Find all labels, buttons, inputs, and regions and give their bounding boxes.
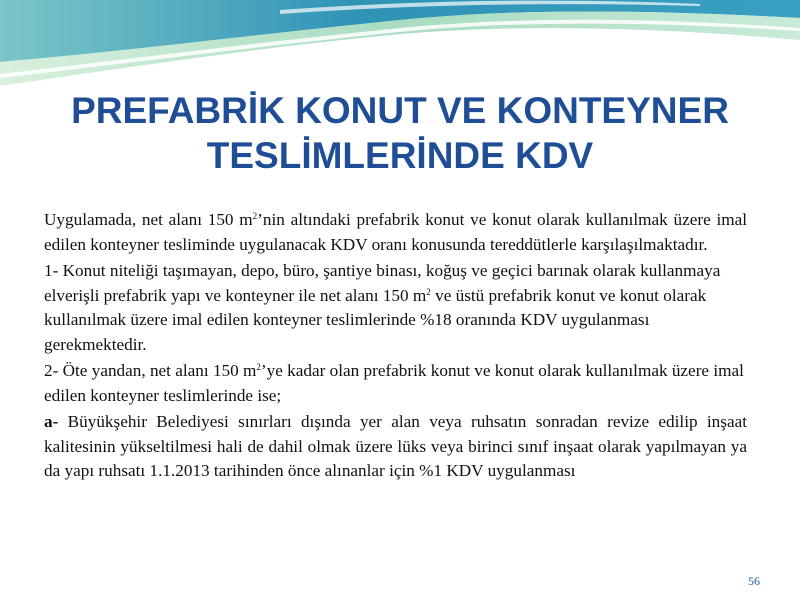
paragraph-item-1-text-b: ve üstü prefabrik konut ve konut olarak kullanılmak üzere imal edilen konteyner teslimlerinde %18 oranında KDV uygulanması gerekmektedir. bbox=[44, 285, 707, 354]
page-number: 56 bbox=[748, 574, 760, 588]
superscript-squared: 2 bbox=[256, 362, 261, 372]
paragraph-item-1-text-a: 1- Konut niteliği taşımayan, depo, büro, şantiye binası, koğuş ve geçici barınak olarak kullanmaya elverişli prefabrik yapı ve konteyner ile net alanı 150 m bbox=[44, 261, 721, 305]
title-line-1: PREFABRİK KONUT VE KONTEYNER bbox=[71, 90, 729, 131]
item-a-label: a- bbox=[44, 412, 59, 431]
paragraph-intro bbox=[44, 208, 747, 257]
superscript-squared: 2 bbox=[426, 286, 431, 297]
title-line-2: TESLİMLERİNDE KDV bbox=[206, 135, 594, 176]
paragraph-item-1 bbox=[44, 259, 747, 357]
slide-body bbox=[44, 208, 747, 486]
header-wave-decoration bbox=[0, 0, 800, 100]
paragraph-item-2-text-a: 2- Öte yandan, net alanı 150 m bbox=[44, 361, 257, 380]
paragraph-item-a bbox=[44, 410, 747, 484]
paragraph-item-2 bbox=[44, 359, 747, 408]
item-a-text: Büyükşehir Belediyesi sınırları dışında yer alan veya ruhsatın sonradan revize edilip inşaat kalitesinin yükseltilmesi hali de dahil olmak üzere lüks veya birinci sınıf inşaat olarak yapılmayan ya da yapı ruhsatı 1.1.2013 tarihinden önce alınanlar için %1 KDV uygulanması bbox=[44, 412, 747, 480]
paragraph-intro-text-b: ’nin altındaki prefabrik konut ve konut olarak kullanılmak üzere imal edilen konteyner tesliminde uygulanacak KDV oranı konusunda tereddütlerle karşılaşılmaktadır. bbox=[44, 210, 747, 254]
page-title bbox=[20, 88, 780, 178]
paragraph-intro-text-a: Uygulamada, net alanı 150 m bbox=[44, 210, 253, 229]
paragraph-item-2-text-b: ’ye kadar olan prefabrik konut ve konut olarak kullanılmak üzere imal edilen konteyner teslimlerinde ise; bbox=[44, 361, 744, 405]
superscript-squared: 2 bbox=[252, 211, 258, 221]
